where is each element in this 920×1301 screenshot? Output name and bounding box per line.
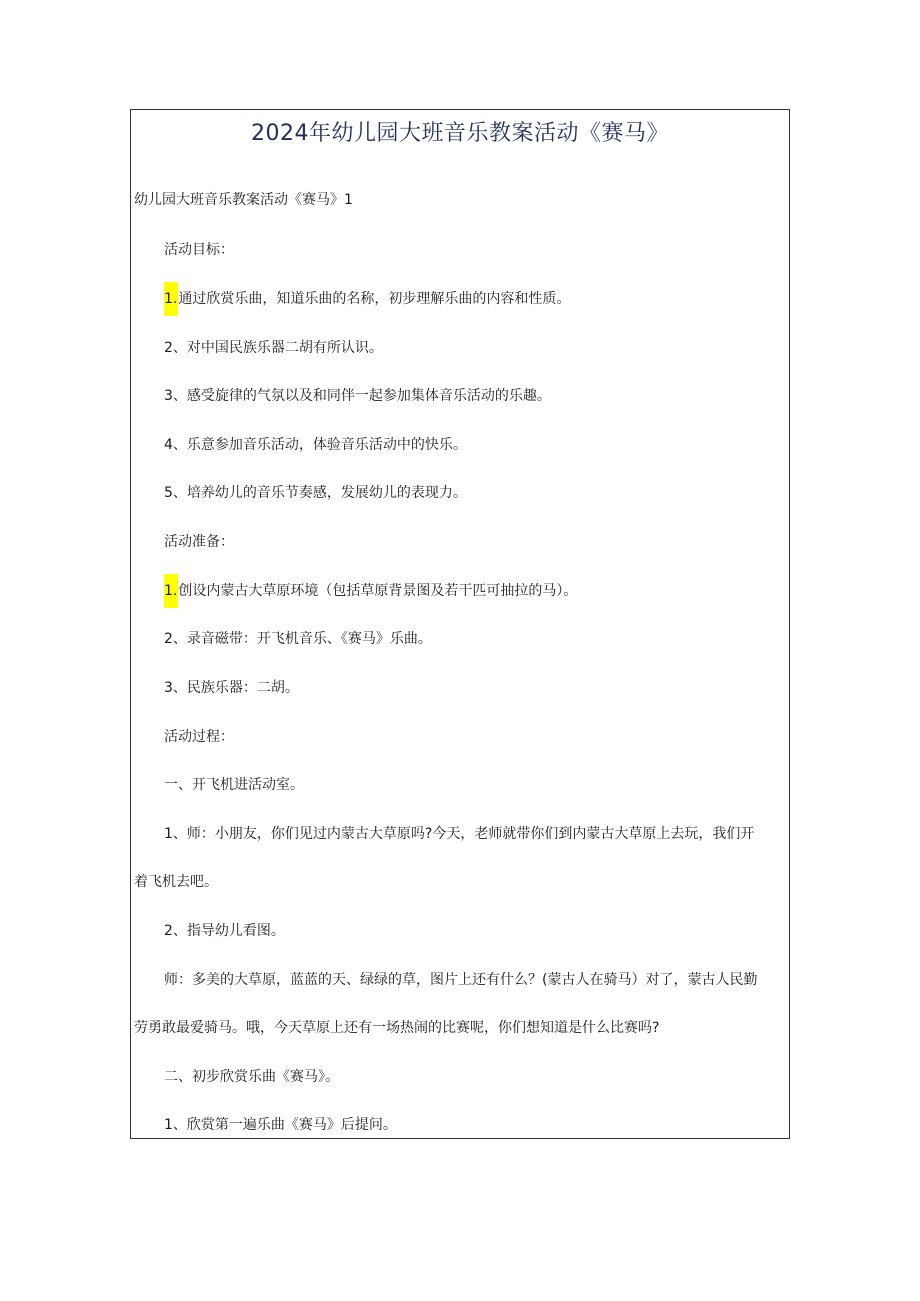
objective-item-4: 4、乐意参加音乐活动，体验音乐活动中的快乐。 xyxy=(164,437,467,453)
preparation-item-3: 3、民族乐器：二胡。 xyxy=(164,680,299,696)
process-step-3: 1、欣赏第一遍乐曲《赛马》后提问。 xyxy=(164,1117,397,1133)
objectives-heading: 活动目标： xyxy=(164,242,234,258)
highlighted-number: 1. xyxy=(164,574,178,608)
process-step-1-line-2: 着飞机去吧。 xyxy=(134,874,218,890)
document-title: 2024年幼儿园大班音乐教案活动《赛马》 xyxy=(251,121,669,146)
process-step-2: 2、指导幼儿看图。 xyxy=(164,923,285,939)
objective-item-5: 5、培养幼儿的音乐节奏感，发展幼儿的表现力。 xyxy=(164,485,467,501)
objective-item-1 xyxy=(164,289,570,316)
preparation-heading: 活动准备： xyxy=(164,534,234,550)
preparation-item-1-text: 创设内蒙古大草原环境（包括草原背景图及若干匹可抽拉的马）。 xyxy=(178,583,578,599)
teacher-dialogue-line-1: 师：多美的大草原，蓝蓝的天、绿绿的草，图片上还有什么？(蒙古人在骑马）对了，蒙古人民勤 xyxy=(164,972,758,988)
process-section-1: 一、开飞机进活动室。 xyxy=(164,777,304,793)
preparation-item-1 xyxy=(164,581,577,608)
highlighted-number: 1. xyxy=(164,282,178,316)
process-step-1-line-1: 1、师：小朋友，你们见过内蒙古大草原吗?今天，老师就带你们到内蒙古大草原上去玩，我们开 xyxy=(164,826,755,842)
process-section-2: 二、初步欣赏乐曲《赛马》。 xyxy=(164,1069,339,1085)
objective-item-2: 2、对中国民族乐器二胡有所认识。 xyxy=(164,340,383,356)
objective-item-3: 3、感受旋律的气氛以及和同伴一起参加集体音乐活动的乐趣。 xyxy=(164,388,551,404)
process-heading: 活动过程： xyxy=(164,729,234,745)
preparation-item-2: 2、录音磁带：开飞机音乐、《赛马》乐曲。 xyxy=(164,631,432,647)
teacher-dialogue-line-2: 劳勇敢最爱骑马。哦，今天草原上还有一场热闹的比赛呢，你们想知道是什么比赛吗? xyxy=(134,1020,660,1036)
document-subtitle: 幼儿园大班音乐教案活动《赛马》1 xyxy=(134,192,353,208)
objective-item-1-text: 通过欣赏乐曲，知道乐曲的名称，初步理解乐曲的内容和性质。 xyxy=(178,291,571,307)
